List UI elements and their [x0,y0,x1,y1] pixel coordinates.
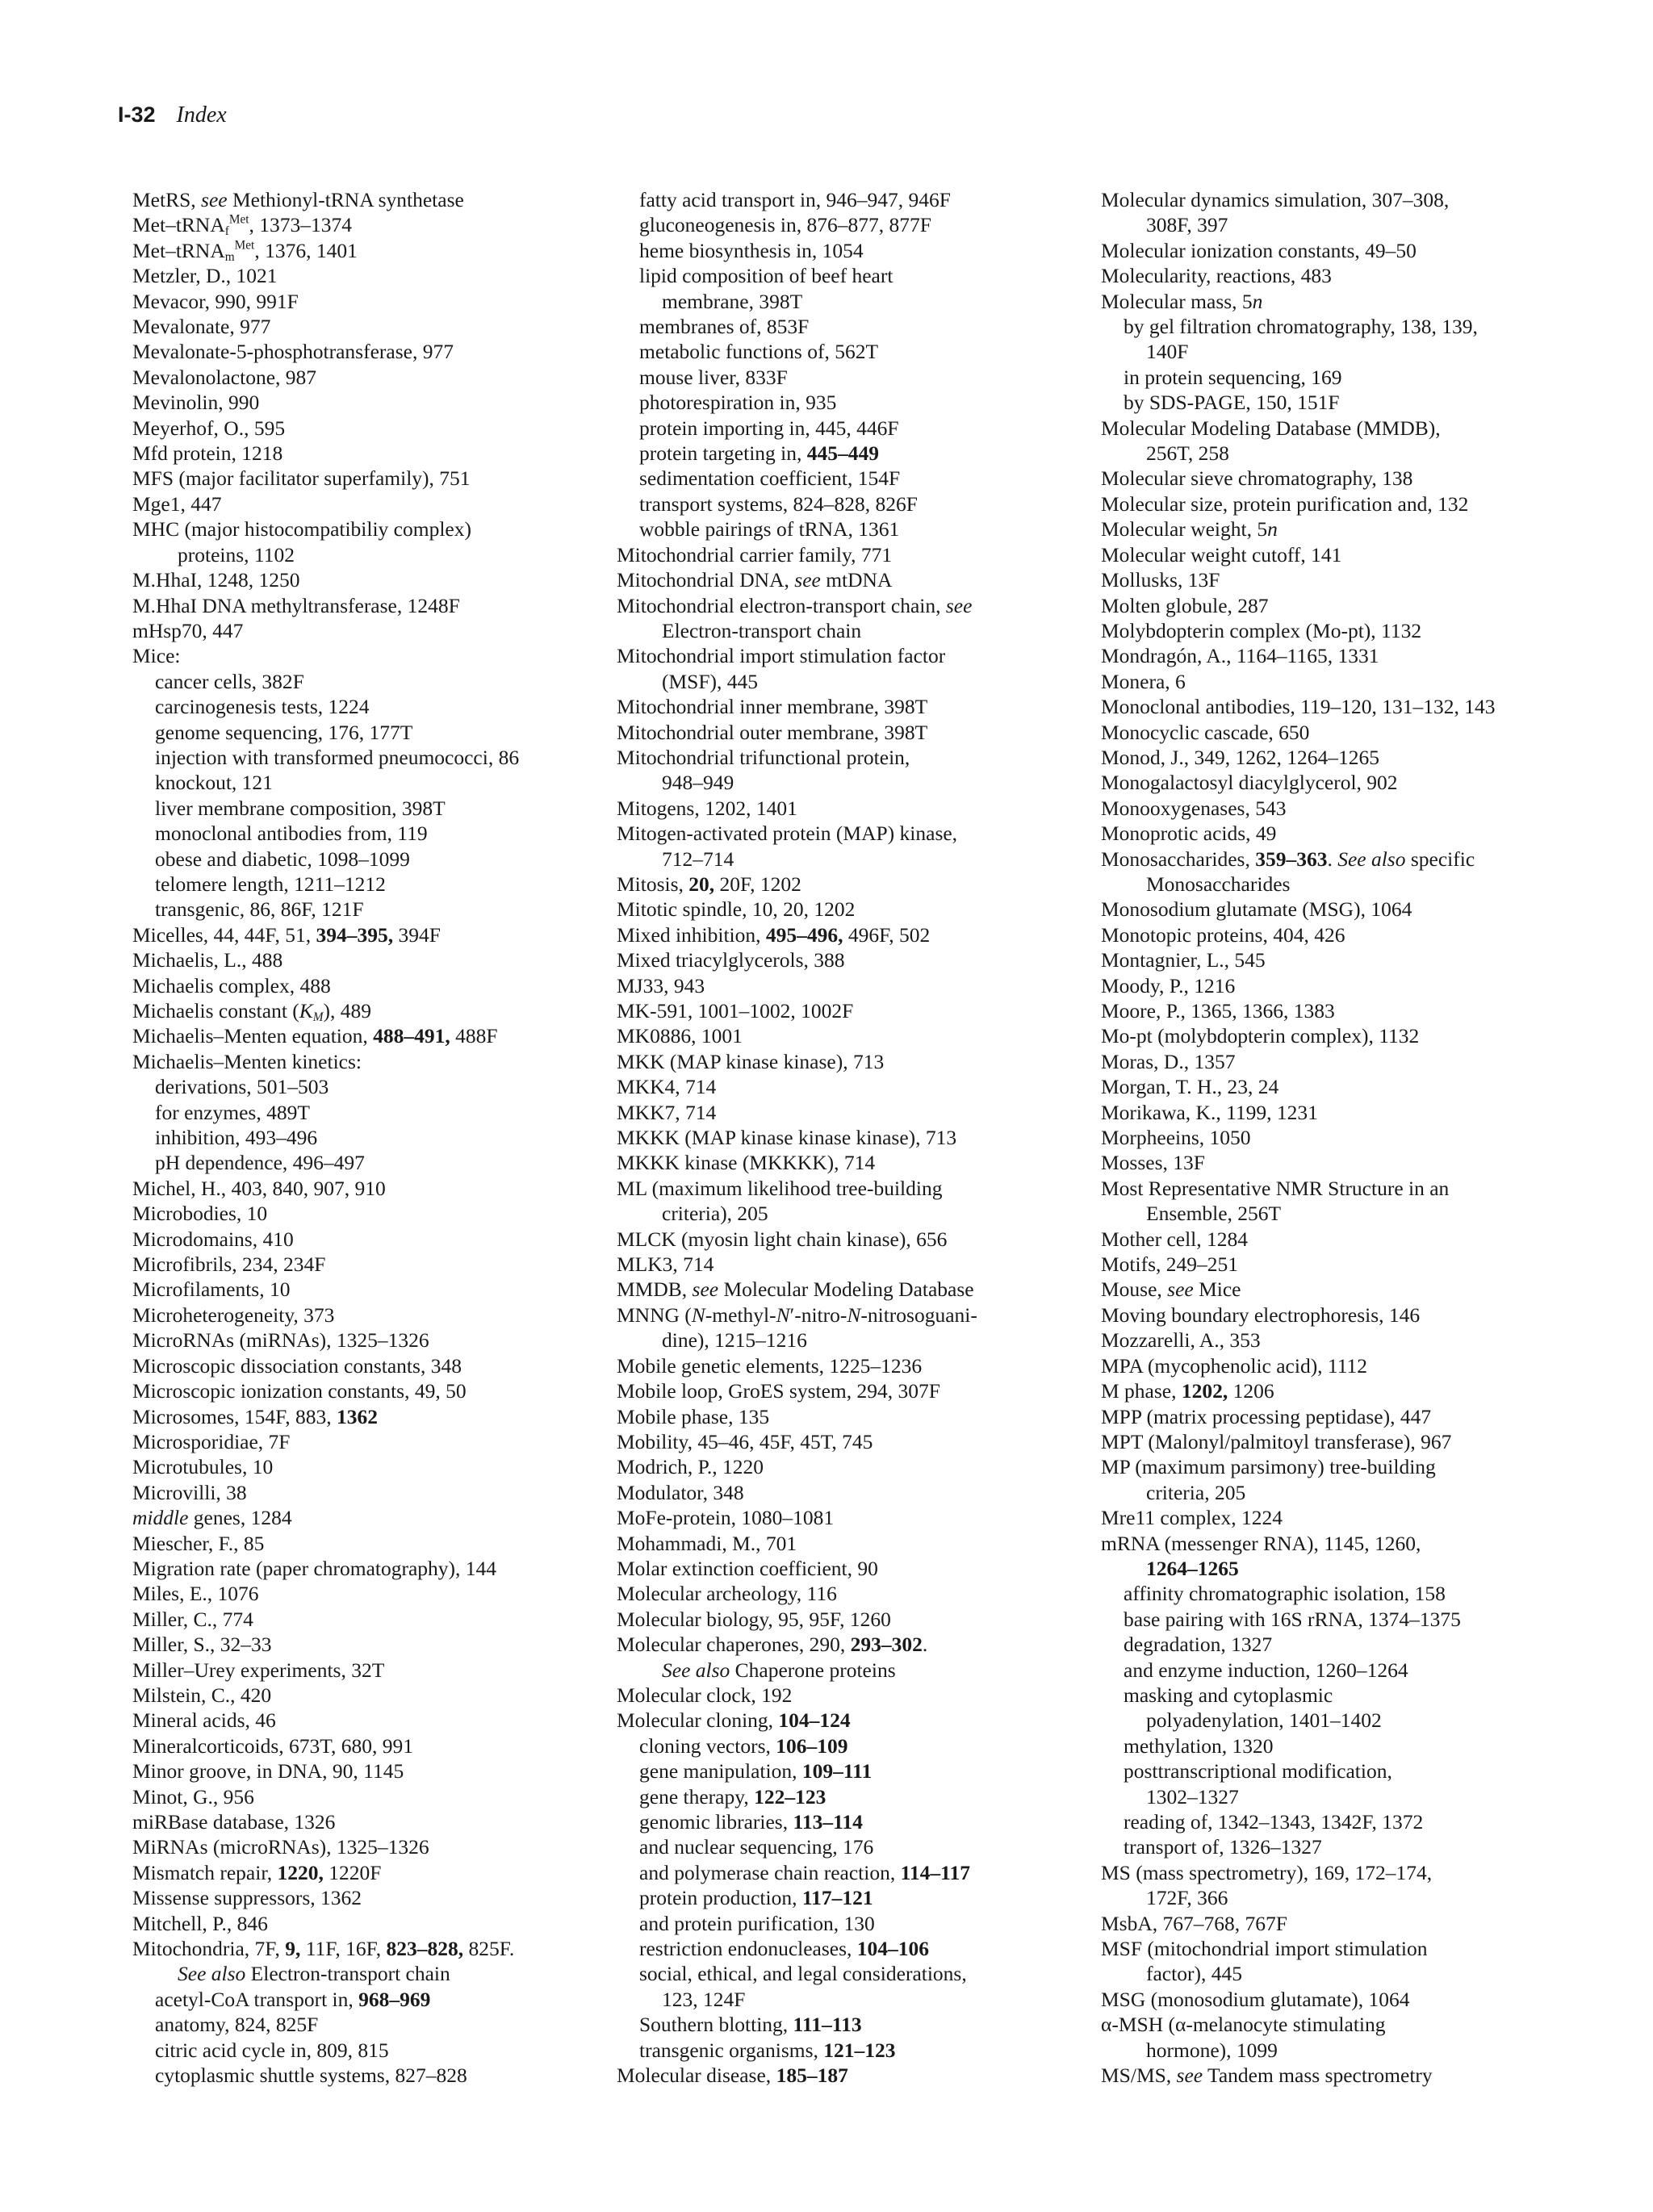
index-entry: Microtubules, 10 [132,1455,274,1479]
index-entry: Monooxygenases, 543 [1101,796,1287,820]
index-entry: Molecularity, reactions, 483 [1101,264,1332,288]
index-entry: Mitotic spindle, 10, 20, 1202 [617,897,856,922]
index-entry: Milstein, C., 420 [132,1683,272,1707]
index-entry: transgenic, 86, 86F, 121F [155,897,364,922]
index-entry: posttranscriptional modification, [1124,1759,1392,1783]
index-entry: Modrich, P., 1220 [617,1455,764,1479]
index-entry: gene therapy, 122–123 [639,1784,826,1808]
index-entry: Moving boundary electrophoresis, 146 [1101,1303,1421,1327]
index-entry: acetyl-CoA transport in, 968–969 [155,1987,431,2011]
index-entry: in protein sequencing, 169 [1124,365,1342,389]
index-entry: Molecular disease, 185–187 [617,2064,848,2088]
index-entry: liver membrane composition, 398T [155,796,446,820]
index-entry: Mollusks, 13F [1101,568,1220,592]
index-entry: See also Electron-transport chain [178,1962,450,1986]
index-entry: base pairing with 16S rRNA, 1374–1375 [1124,1607,1461,1631]
index-entry: 256T, 258 [1146,441,1229,466]
index-entry: Mfd protein, 1218 [132,441,283,466]
index-entry: Mre11 complex, 1224 [1101,1506,1283,1530]
index-entry: (MSF), 445 [662,669,759,693]
index-entry: Molecular ionization constants, 49–50 [1101,238,1417,262]
index-entry: Mge1, 447 [132,491,222,516]
index-entry: anatomy, 824, 825F [155,2013,319,2037]
index-entry: masking and cytoplasmic [1124,1683,1333,1707]
index-entry: Molecular dynamics simulation, 307–308, [1101,188,1450,211]
index-entry: criteria, 205 [1146,1480,1246,1504]
index-entry: Metzler, D., 1021 [132,264,278,288]
index-entry: restriction endonucleases, 104–106 [639,1937,930,1961]
index-entry: carcinogenesis tests, 1224 [155,695,370,719]
index-entry: Moras, D., 1357 [1101,1049,1236,1073]
index-entry: factor), 445 [1146,1962,1242,1986]
index-entry: Micelles, 44, 44F, 51, 394–395, 394F [132,922,441,947]
index-entry: 172F, 366 [1146,1886,1228,1910]
index-entry: social, ethical, and legal considerations, [639,1962,967,1986]
index-entry: Minor groove, in DNA, 90, 1145 [132,1759,404,1783]
index-entry: Southern blotting, 111–113 [639,2013,862,2037]
index-entry: Miles, E., 1076 [132,1582,259,1606]
index-entry: MKKK (MAP kinase kinase kinase), 713 [617,1126,957,1150]
index-entry: Molar extinction coefficient, 90 [617,1556,878,1580]
index-entry: Molecular mass, 5n [1101,289,1263,313]
index-entry: Mother cell, 1284 [1101,1227,1248,1251]
index-entry: heme biosynthesis in, 1054 [639,238,864,262]
index-entry: MK-591, 1001–1002, 1002F [617,999,854,1022]
index-entry: MSG (monosodium glutamate), 1064 [1101,1987,1410,2011]
index-entry: Mixed inhibition, 495–496, 496F, 502 [617,922,931,947]
index-entry: Molecular Modeling Database (MMDB), [1101,416,1441,440]
index-entry: MHC (major histocompatibiliy complex) [132,517,471,542]
index-entry: MJ33, 943 [617,973,705,997]
index-entry: MKKK kinase (MKKKK), 714 [617,1151,876,1175]
index-entry: Molecular cloning, 104–124 [617,1708,851,1733]
index-entry: Morgan, T. H., 23, 24 [1101,1075,1279,1099]
page-number: I-32 [118,102,156,127]
index-entry: Mitogens, 1202, 1401 [617,796,797,820]
index-entry: Monod, J., 349, 1262, 1264–1265 [1101,745,1379,769]
index-entry: MS (mass spectrometry), 169, 172–174, [1101,1860,1433,1884]
index-entry: by SDS-PAGE, 150, 151F [1124,391,1340,415]
index-entry: Microfilaments, 10 [132,1277,291,1302]
index-entry: MKK (MAP kinase kinase), 713 [617,1049,885,1073]
index-entry: genome sequencing, 176, 177T [155,720,413,744]
index-entry: MiRNAs (microRNAs), 1325–1326 [132,1835,429,1859]
index-entry: knockout, 121 [155,771,273,795]
index-entry: Mobile loop, GroES system, 294, 307F [617,1379,940,1403]
index-entry: telomere length, 1211–1212 [155,872,386,896]
index-entry: Mobile phase, 135 [617,1404,770,1428]
index-entry: Microsomes, 154F, 883, 1362 [132,1404,378,1428]
index-entry: gluconeogenesis in, 876–877, 877F [639,213,931,237]
index-entry: Miller, C., 774 [132,1607,253,1631]
index-entry: Ensemble, 256T [1146,1202,1282,1226]
index-entry: MPP (matrix processing peptidase), 447 [1101,1404,1432,1428]
index-column-3 [1101,187,1553,2088]
index-entry: Met–tRNA$_m^{Met}$, 1376, 1401 [132,238,358,264]
index-entry: membranes of, 853F [639,315,810,339]
index-entry: Molybdopterin complex (Mo-pt), 1132 [1101,618,1422,642]
index-entry: and polymerase chain reaction, 114–117 [639,1860,971,1884]
index-entry: transport systems, 824–828, 826F [639,491,918,516]
index-entry: Molecular sieve chromatography, 138 [1101,466,1413,491]
index-entry: Mevalonate, 977 [132,315,271,339]
index-entry: MPA (mycophenolic acid), 1112 [1101,1353,1368,1378]
index-entry: Monotopic proteins, 404, 426 [1101,922,1345,947]
index-entry: inhibition, 493–496 [155,1126,318,1150]
index-entry: citric acid cycle in, 809, 815 [155,2038,389,2062]
index-entry: Michaelis–Menten kinetics: [132,1049,362,1073]
index-entry: middle genes, 1284 [132,1506,292,1530]
index-entry: Molecular size, protein purification and, 132 [1101,491,1469,516]
index-entry: Microbodies, 10 [132,1202,268,1226]
index-entry: Mitochondria, 7F, 9, 11F, 16F, 823–828, 825F. [132,1937,515,1961]
index-entry: polyadenylation, 1401–1402 [1146,1708,1382,1733]
index-entry: 1302–1327 [1146,1784,1239,1808]
index-entry: MoFe-protein, 1080–1081 [617,1506,835,1530]
index-entry: cancer cells, 382F [155,669,304,693]
index-entry: Michaelis complex, 488 [132,973,331,997]
index-entry: transgenic organisms, 121–123 [639,2038,896,2062]
index-entry: Molecular weight, 5n [1101,517,1278,542]
index-entry: genomic libraries, 113–114 [639,1810,863,1834]
index-entry: MKK7, 714 [617,1100,717,1124]
index-entry: Monocyclic cascade, 650 [1101,720,1310,744]
index-entry: 1264–1265 [1146,1556,1239,1580]
index-entry: reading of, 1342–1343, 1342F, 1372 [1124,1810,1424,1834]
index-entry: Migration rate (paper chromatography), 144 [132,1556,497,1580]
index-entry: metabolic functions of, 562T [639,340,879,364]
index-entry: MKK4, 714 [617,1075,717,1099]
index-entry: Montagnier, L., 545 [1101,948,1266,972]
index-entry: Mineral acids, 46 [132,1708,276,1733]
index-entry: MsbA, 767–768, 767F [1101,1911,1287,1935]
index-entry: MSF (mitochondrial import stimulation [1101,1937,1428,1961]
index-entry: Mevacor, 990, 991F [132,289,299,313]
index-entry: Miescher, F., 85 [132,1531,265,1555]
index-entry: 123, 124F [662,1987,746,2011]
index-entry: proteins, 1102 [178,542,295,567]
index-entry: Mevinolin, 990 [132,391,260,415]
index-entry: Mismatch repair, 1220, 1220F [132,1860,382,1884]
index-entry: MMDB, see Molecular Modeling Database [617,1277,974,1302]
index-entry: MFS (major facilitator superfamily), 751 [132,466,471,491]
index-entry: MS/MS, see Tandem mass spectrometry [1101,2064,1433,2088]
index-entry: Molecular weight cutoff, 141 [1101,542,1342,567]
index-entry: MK0886, 1001 [617,1024,743,1048]
index-entry: MNNG (N-methyl-N′-nitro-N-nitrosoguani- [617,1303,977,1327]
index-entry: Michaelis–Menten equation, 488–491, 488F [132,1024,498,1048]
index-entry: protein production, 117–121 [639,1886,873,1910]
index-entry: sedimentation coefficient, 154F [639,466,901,491]
index-entry: Modulator, 348 [617,1480,744,1504]
index-entry: Mitochondrial carrier family, 771 [617,542,893,567]
index-entry: Monoprotic acids, 49 [1101,822,1277,846]
index-entry: Met–tRNA$_f^{Met}$, 1373–1374 [132,212,353,239]
index-entry: Monera, 6 [1101,669,1186,693]
index-entry: injection with transformed pneumococci, 86 [155,745,520,769]
index-entry: Molecular chaperones, 290, 293–302. [617,1633,928,1657]
index-entry: for enzymes, 489T [155,1100,310,1124]
index-entry: M phase, 1202, 1206 [1101,1379,1274,1403]
index-entry: Microscopic ionization constants, 49, 50 [132,1379,467,1403]
index-entry: membrane, 398T [662,289,803,313]
index-entry: gene manipulation, 109–111 [639,1759,873,1783]
index-entry: Mitogen-activated protein (MAP) kinase, [617,822,958,846]
index-entry: hormone), 1099 [1146,2038,1278,2062]
index-entry: criteria), 205 [662,1202,768,1226]
index-entry: Mevalonolactone, 987 [132,365,317,389]
index-entry: Microscopic dissociation constants, 348 [132,1353,462,1378]
index-entry: obese and diabetic, 1098–1099 [155,847,410,871]
index-entry: degradation, 1327 [1124,1633,1273,1657]
index-entry: Missense suppressors, 1362 [132,1886,362,1910]
index-entry: transport of, 1326–1327 [1124,1835,1322,1859]
index-entry: and nuclear sequencing, 176 [639,1835,874,1859]
index-entry: Mitochondrial electron-transport chain, see [617,593,973,617]
index-entry: Michaelis, L., 488 [132,948,283,972]
index-entry: Electron-transport chain [662,618,862,642]
index-entry: methylation, 1320 [1124,1733,1274,1758]
index-entry: Mixed triacylglycerols, 388 [617,948,845,972]
index-entry: Mitochondrial outer membrane, 398T [617,720,928,744]
index-entry: Monoclonal antibodies, 119–120, 131–132, 143 [1101,695,1496,719]
index-entry: Microvilli, 38 [132,1480,247,1504]
index-entry: pH dependence, 496–497 [155,1151,365,1175]
index-entry: derivations, 501–503 [155,1075,329,1099]
index-entry: mHsp70, 447 [132,618,244,642]
index-entry: MLCK (myosin light chain kinase), 656 [617,1227,948,1251]
index-entry: Mondragón, A., 1164–1165, 1331 [1101,644,1379,668]
index-entry: cloning vectors, 106–109 [639,1733,848,1758]
index-entry: Mevalonate-5-phosphotransferase, 977 [132,340,454,364]
index-entry: miRBase database, 1326 [132,1810,336,1834]
index-entry: protein targeting in, 445–449 [639,441,879,466]
index-entry: protein importing in, 445, 446F [639,416,899,440]
index-entry: and protein purification, 130 [639,1911,875,1935]
index-entry: Mobility, 45–46, 45F, 45T, 745 [617,1429,873,1453]
index-entry: Moore, P., 1365, 1366, 1383 [1101,999,1335,1022]
index-entry: Mitochondrial DNA, see mtDNA [617,568,893,592]
index-entry: Michaelis constant $(K_M)$, 489 [132,999,372,1024]
index-entry: Most Representative NMR Structure in an [1101,1176,1450,1200]
index-entry: MPT (Malonyl/palmitoyl transferase), 967 [1101,1429,1452,1453]
index-entry: Mozzarelli, A., 353 [1101,1328,1261,1353]
index-entry: MetRS, see Methionyl-tRNA synthetase [132,188,464,211]
index-entry: Mosses, 13F [1101,1151,1205,1175]
index-entry: Microheterogeneity, 373 [132,1303,335,1327]
index-entry: Molten globule, 287 [1101,593,1269,617]
index-entry: Molecular clock, 192 [617,1683,793,1707]
index-entry: wobble pairings of tRNA, 1361 [639,517,900,542]
index-entry: photorespiration in, 935 [639,391,837,415]
index-entry: Michel, H., 403, 840, 907, 910 [132,1176,386,1200]
index-entry: mouse liver, 833F [639,365,788,389]
index-entry: Mitosis, 20, 20F, 1202 [617,872,801,896]
index-entry: Morpheeins, 1050 [1101,1126,1251,1150]
index-entry: Molecular archeology, 116 [617,1582,837,1606]
index-entry: Monosaccharides [1146,872,1291,896]
index-entry: Mice: [132,644,181,668]
index-entry: lipid composition of beef heart [639,264,893,288]
index-entry: by gel filtration chromatography, 138, 139, [1124,315,1478,339]
index-entry: M.HhaI DNA methyltransferase, 1248F [132,593,460,617]
index-entry: MP (maximum parsimony) tree-building [1101,1455,1436,1479]
index-entry: 140F [1146,340,1189,364]
index-entry: Mouse, see Mice [1101,1277,1241,1302]
index-entry: α-MSH (α-melanocyte stimulating [1101,2013,1386,2037]
index-entry: Moody, P., 1216 [1101,973,1236,997]
page-header [118,100,227,130]
index-entry: Mitochondrial trifunctional protein, [617,745,910,769]
index-entry: Minot, G., 956 [132,1784,254,1808]
index-entry: Molecular biology, 95, 95F, 1260 [617,1607,891,1631]
index-entry: monoclonal antibodies from, 119 [155,822,428,846]
index-entry: and enzyme induction, 1260–1264 [1124,1658,1408,1682]
index-entry: Monogalactosyl diacylglycerol, 902 [1101,771,1398,795]
index-column-2 [617,187,1101,2088]
index-entry: Morikawa, K., 1199, 1231 [1101,1100,1318,1124]
index-entry: Mohammadi, M., 701 [617,1531,797,1555]
index-column-1 [132,187,617,2088]
index-entry: Meyerhof, O., 595 [132,416,286,440]
index-entry: See also Chaperone proteins [662,1658,896,1682]
index-entry: Motifs, 249–251 [1101,1252,1239,1277]
index-entry: 712–714 [662,847,734,871]
index-entry: Miller, S., 32–33 [132,1633,272,1657]
index-entry: affinity chromatographic isolation, 158 [1124,1582,1446,1606]
index-entry: Mobile genetic elements, 1225–1236 [617,1353,923,1378]
index-entry: dine), 1215–1216 [662,1328,807,1353]
index-entry: 948–949 [662,771,734,795]
index-entry: Mitochondrial import stimulation factor [617,644,946,668]
index-entry: Microsporidiae, 7F [132,1429,291,1453]
index-entry: fatty acid transport in, 946–947, 946F [639,188,951,211]
index-entry: MLK3, 714 [617,1252,714,1277]
index-entry: Mo-pt (molybdopterin complex), 1132 [1101,1024,1420,1048]
index-entry: Monosodium glutamate (MSG), 1064 [1101,897,1412,922]
index-entry: 308F, 397 [1146,213,1228,237]
index-entry: Microfibrils, 234, 234F [132,1252,326,1277]
index-entry: Mitchell, P., 846 [132,1911,268,1935]
index-entry: Miller–Urey experiments, 32T [132,1658,385,1682]
index-entry: ML (maximum likelihood tree-building [617,1176,943,1200]
index-entry: cytoplasmic shuttle systems, 827–828 [155,2064,467,2088]
index-entry: Mitochondrial inner membrane, 398T [617,695,928,719]
index-entry: mRNA (messenger RNA), 1145, 1260, [1101,1531,1421,1555]
index-entry: M.HhaI, 1248, 1250 [132,568,300,592]
index-entry: Microdomains, 410 [132,1227,294,1251]
index-entry: MicroRNAs (miRNAs), 1325–1326 [132,1328,429,1353]
index-entry: Mineralcorticoids, 673T, 680, 991 [132,1733,413,1758]
running-title: Index [176,102,227,128]
index-entry: Monosaccharides, 359–363. See also specific [1101,847,1475,871]
